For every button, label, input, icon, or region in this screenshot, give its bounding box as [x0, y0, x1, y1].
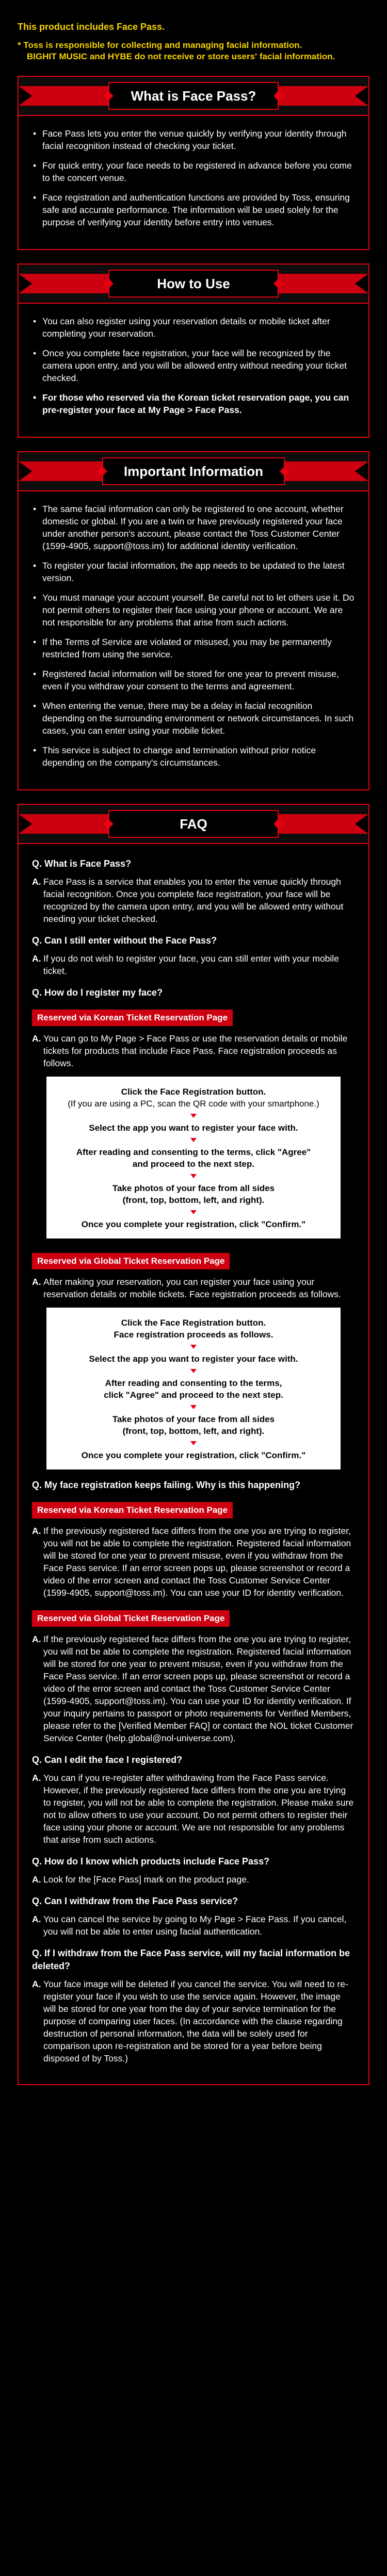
step-text: After reading and consenting to the terms,: [105, 1378, 282, 1388]
list-item: • The same facial information can only be registered to one account, whether domestic or global. If you are a twin or have previously registered your face under another person's account, please contact the Toss Customer Center (1599-4905, support@toss.im) for additional identity verification.: [32, 503, 355, 552]
section-important-information: [18, 451, 369, 790]
chevron-right-icon: [355, 814, 368, 834]
answer-text: You can go to My Page > Face Pass or use the reservation details or mobile tickets for products that include Face Pass. Face registration proceeds as follows.: [43, 1033, 348, 1068]
faq-answer: [32, 876, 355, 925]
arrow-down-icon: [190, 1114, 197, 1118]
step-text: Click the Face Registration button.: [121, 1318, 266, 1328]
faq-answer: [32, 1772, 355, 1846]
answer-label: A.: [32, 1033, 41, 1044]
korean-reservation-tag: Reserved via Korean Ticket Reservation Page: [32, 1502, 233, 1518]
chevron-left-icon: [19, 274, 32, 293]
arrow-down-icon: [190, 1405, 197, 1409]
arrow-down-icon: [190, 1441, 197, 1445]
korean-reservation-tag: Reserved via Korean Ticket Reservation Page: [32, 1010, 233, 1026]
section-title: How to Use: [157, 275, 230, 291]
chevron-right-icon: [355, 461, 368, 481]
faq-answer: [32, 1633, 355, 1744]
arrow-down-icon: [190, 1174, 197, 1178]
section-how-to-use: [18, 263, 369, 438]
faq-answer: [32, 1032, 355, 1069]
step-2: Select the app you want to register your face with.: [89, 1123, 298, 1133]
step-text: Click the Face Registration button.: [121, 1087, 266, 1097]
answer-text: You can cancel the service by going to My Page > Face Pass. If you cancel, you will not be able to enter using facial authentication.: [43, 1914, 347, 1937]
header-plate: [108, 810, 279, 838]
answer-label: A.: [32, 877, 41, 887]
section-header: [19, 77, 368, 116]
notice-line-1: * Toss is responsible for collecting and managing facial information.: [18, 40, 302, 50]
step-text: After reading and consenting to the terms, click "Agree": [76, 1147, 311, 1157]
global-reservation-tag: Reserved via Global Ticket Reservation Page: [32, 1253, 230, 1269]
faq-question: Q. How do I know which products include Face Pass?: [32, 1856, 270, 1867]
step-text: (front, top, bottom, left, and right).: [122, 1426, 265, 1436]
answer-label: A.: [32, 1277, 41, 1287]
list-item: • Face Pass lets you enter the venue quickly by verifying your identity through facial recognition instead of checking your ticket.: [32, 127, 355, 152]
faq-question: Q. If I withdraw from the Face Pass service, will my facial information be deleted?: [32, 1948, 350, 1971]
list-item: • If the Terms of Service are violated or misused, you may be permanently restricted from using the service.: [32, 636, 355, 660]
list-item: • When entering the venue, there may be a delay in facial recognition depending on the surrounding environment or network circumstances. In such cases, you can enter using your mobile ticket.: [32, 700, 355, 737]
step-text: click "Agree" and proceed to the next step.: [104, 1390, 283, 1400]
faq-answer: [32, 1913, 355, 1938]
faq-question: Q. My face registration keeps failing. Why is this happening?: [32, 1480, 301, 1490]
chevron-left-icon: [19, 86, 32, 106]
faq-answer: [32, 1525, 355, 1599]
answer-text: If the previously registered face differs from the one you are trying to register, you will not be able to complete the registration. Registered facial information will be stored for one year to prevent misuse, even if you withdraw from the Face Pass service. If an error screen pops up, please screenshot or record a video of the error screen and contact the Toss Customer Service Center (1599-4905, support@toss.im). You can use your ID for identity verification.: [43, 1526, 351, 1598]
arrow-down-icon: [190, 1345, 197, 1349]
faq-question: Q. Can I edit the face I registered?: [32, 1755, 183, 1765]
answer-label: A.: [32, 1773, 41, 1783]
step-3: [57, 1377, 330, 1401]
answer-text: Your face image will be deleted if you cancel the service. You will need to re-register your face if you wish to use the service again. However, the image will be stored for one year from the day of your service termination for the purpose of comparing user faces. (In accordance with the clause regarding destruction of personal information, the data will be solely used for comparison upon re-registration and be stored for a year before being disposed of by Toss.): [43, 1979, 348, 2063]
list-item: • You must manage your account yourself. Be careful not to let others use it. Do not permit others to register their face using your phone or account. We are not responsible for any problems that arise from such actions.: [32, 591, 355, 629]
step-3: [57, 1146, 330, 1170]
section-title: FAQ: [180, 816, 207, 832]
answer-label: A.: [32, 1914, 41, 1924]
faq-question: Q. Can I withdraw from the Face Pass service?: [32, 1896, 238, 1906]
arrow-down-icon: [190, 1210, 197, 1214]
bullet-list: [32, 127, 355, 228]
list-item: • For quick entry, your face needs to be registered in advance before you come to the concert venue.: [32, 159, 355, 184]
step-text: Face registration proceeds as follows.: [114, 1330, 273, 1340]
section-faq: [18, 804, 369, 2085]
answer-label: A.: [32, 1634, 41, 1644]
list-item: • Registered facial information will be stored for one year to prevent misuse, even if you withdraw your consent to the terms and agreement.: [32, 668, 355, 692]
answer-text: If the previously registered face differs from the one you are trying to register, you will not be able to complete the registration. Registered facial information will be stored for one year to prevent misuse, even if you withdraw from the Face Pass service. If an error screen pops up, please screenshot or record a video of the error screen and contact the Toss Customer Service Center (1599-4905, support@toss.im). You can use your ID for identity verification. If your inquiry pertains to passport or photo requirements for Verified Members, please refer to the [Verified Member FAQ] or contact the NOL ticket Customer Service Center (help.global@nol-universe.com).: [43, 1634, 353, 1743]
list-item: • Face registration and authentication functions are provided by Toss, ensuring safe and accurate performance. The information will be used solely for the purpose of verifying your identity before entry into venues.: [32, 191, 355, 228]
step-text: Take photos of your face from all sides: [112, 1183, 275, 1193]
header-plate: [102, 457, 285, 485]
chevron-right-icon: [355, 86, 368, 106]
faq-question: Q. What is Face Pass?: [32, 858, 132, 869]
faq-question: Q. Can I still enter without the Face Pass?: [32, 935, 217, 946]
global-reservation-tag: Reserved via Global Ticket Reservation Page: [32, 1610, 230, 1627]
answer-label: A.: [32, 1526, 41, 1536]
chevron-left-icon: [19, 461, 32, 481]
section-what-is-face-pass: [18, 76, 369, 250]
section-title: What is Face Pass?: [131, 88, 256, 104]
step-text: (front, top, bottom, left, and right).: [122, 1195, 265, 1205]
answer-text: You can if you re-register after withdrawing from the Face Pass service. However, if the previously registered face differs from the one you are trying to register, you will not be able to complete the registration. Please make sure not to allow others to use your account. Do not permit others to register their face using your phone or account. We are not responsible for any problems that arise from such actions.: [43, 1773, 354, 1845]
answer-text: Look for the [Face Pass] mark on the product page.: [43, 1874, 249, 1885]
answer-text: After making your reservation, you can register your face using your reservation details or mobile tickets. Face registration proceeds as follows.: [43, 1277, 341, 1299]
step-text: Take photos of your face from all sides: [112, 1414, 275, 1424]
section-header: [19, 452, 368, 491]
registration-steps-global: [46, 1308, 341, 1469]
notice-title: This product includes Face Pass.: [18, 22, 165, 32]
arrow-down-icon: [190, 1369, 197, 1373]
bullet-list: [32, 503, 355, 769]
step-1: [57, 1086, 330, 1110]
section-header: [19, 805, 368, 844]
step-1: [57, 1317, 330, 1341]
step-4: [57, 1182, 330, 1206]
section-title: Important Information: [123, 463, 264, 479]
faq-question: Q. How do I register my face?: [32, 987, 163, 998]
answer-text: Face Pass is a service that enables you to enter the venue quickly through facial recognition. Once you complete face registration, your face will be recognized by the camera upon entry, and you will be allowed entry without needing your ticket checked.: [43, 877, 344, 924]
list-item: • You can also register using your reservation details or mobile ticket after completing your reservation.: [32, 315, 355, 340]
answer-text: If you do not wish to register your face, you can still enter with your mobile ticket.: [43, 953, 339, 976]
bullet-list: [32, 315, 355, 416]
chevron-right-icon: [355, 274, 368, 293]
faq-answer: [32, 952, 355, 977]
section-header: [19, 265, 368, 304]
faq-answer: [32, 1978, 355, 2065]
list-item: • Once you complete face registration, your face will be recognized by the camera upon entry, and you will be allowed entry without needing your ticket checked.: [32, 347, 355, 384]
list-item: • To register your facial information, the app needs to be updated to the latest version.: [32, 559, 355, 584]
step-5: Once you complete your registration, click "Confirm.": [81, 1450, 306, 1460]
answer-label: A.: [32, 953, 41, 964]
faq-answer: [32, 1873, 355, 1886]
list-item: • For those who reserved via the Korean ticket reservation page, you can pre-register your face at My Page > Face Pass.: [32, 391, 355, 416]
header-plate: [108, 82, 279, 110]
registration-steps-korean: [46, 1077, 341, 1239]
notice-block: [18, 0, 369, 62]
answer-label: A.: [32, 1874, 41, 1885]
step-4: [57, 1413, 330, 1437]
step-2: Select the app you want to register your face with.: [89, 1354, 298, 1364]
step-text: and proceed to the next step.: [132, 1159, 255, 1169]
step-5: Once you complete your registration, click "Confirm.": [81, 1219, 306, 1229]
answer-label: A.: [32, 1979, 41, 1989]
list-item: • This service is subject to change and termination without prior notice depending on the company's circumstances.: [32, 744, 355, 769]
notice-line-2: BIGHIT MUSIC and HYBE do not receive or store users' facial information.: [27, 52, 335, 61]
chevron-left-icon: [19, 814, 32, 834]
arrow-down-icon: [190, 1138, 197, 1142]
faq-answer: [32, 1276, 355, 1300]
header-plate: [108, 270, 279, 298]
step-subtext: (If you are using a PC, scan the QR code with your smartphone.): [68, 1099, 319, 1109]
